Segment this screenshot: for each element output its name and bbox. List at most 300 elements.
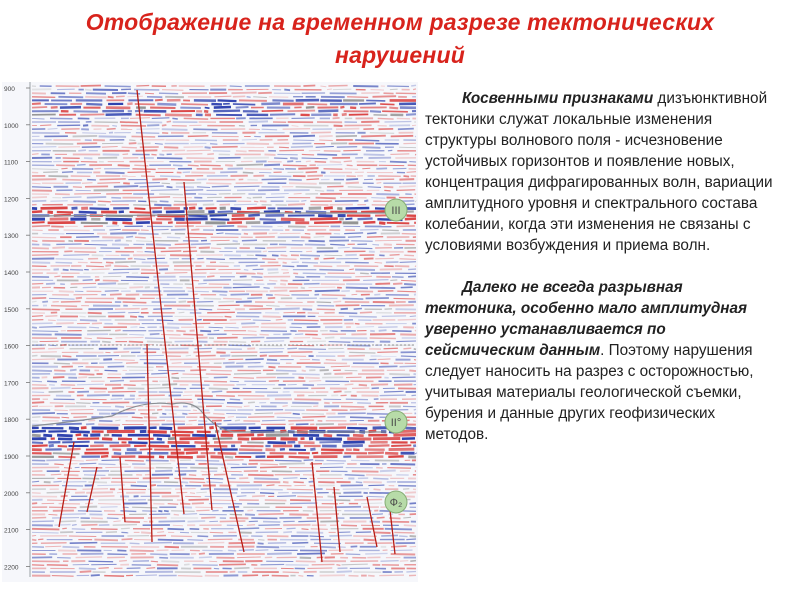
reflection-wavelet bbox=[414, 409, 416, 410]
reflection-wavelet bbox=[130, 212, 152, 213]
reflection-wavelet bbox=[54, 464, 63, 465]
reflection-wavelet bbox=[175, 489, 196, 490]
reflection-wavelet bbox=[390, 255, 400, 256]
reflection-wavelet bbox=[287, 528, 296, 529]
reflection-wavelet bbox=[120, 511, 136, 512]
reflection-wavelet bbox=[310, 536, 324, 537]
reflection-wavelet bbox=[32, 359, 55, 360]
reflection-wavelet bbox=[32, 532, 59, 533]
reflection-wavelet bbox=[47, 381, 57, 382]
reflection-wavelet bbox=[315, 291, 340, 292]
reflection-wavelet bbox=[306, 179, 319, 180]
reflection-wavelet bbox=[393, 283, 402, 284]
reflection-wavelet bbox=[83, 287, 97, 288]
reflection-wavelet bbox=[354, 500, 382, 501]
reflection-wavelet bbox=[310, 219, 338, 220]
reflection-wavelet bbox=[382, 230, 399, 231]
reflection-wavelet bbox=[244, 306, 263, 307]
reflection-wavelet bbox=[320, 86, 326, 87]
reflection-wavelet bbox=[268, 367, 275, 368]
reflection-wavelet bbox=[168, 504, 179, 505]
reflection-wavelet bbox=[414, 360, 416, 361]
reflection-wavelet bbox=[123, 302, 147, 303]
reflection-wavelet bbox=[392, 377, 415, 378]
reflection-wavelet bbox=[171, 180, 195, 181]
reflection-wavelet bbox=[276, 370, 296, 371]
reflection-wavelet bbox=[375, 284, 390, 285]
reflection-wavelet bbox=[32, 565, 44, 566]
reflection-wavelet bbox=[231, 467, 257, 468]
paragraph-2-body: . Поэтому нарушения следует наносить на разрез с осторожностью, учитывая материалы геологической съемки, бурения и данные других геофизических методов. bbox=[425, 342, 754, 443]
time-tick-label: 1000 bbox=[4, 122, 19, 130]
reflection-wavelet bbox=[157, 104, 176, 105]
reflection-wavelet bbox=[198, 283, 207, 284]
reflection-wavelet bbox=[114, 186, 138, 187]
reflection-wavelet bbox=[218, 100, 237, 101]
reflection-wavelet bbox=[265, 154, 276, 155]
reflection-wavelet bbox=[367, 237, 383, 238]
reflection-wavelet bbox=[360, 230, 379, 231]
reflection-wavelet bbox=[300, 255, 320, 256]
reflection-wavelet bbox=[399, 259, 416, 260]
reflection-wavelet bbox=[289, 180, 302, 181]
reflection-wavelet bbox=[236, 107, 249, 108]
reflection-wavelet bbox=[77, 384, 104, 385]
reflection-wavelet bbox=[203, 280, 231, 281]
reflection-wavelet bbox=[242, 240, 257, 241]
reflection-wavelet bbox=[371, 198, 385, 199]
reflection-wavelet bbox=[85, 97, 106, 98]
reflection-wavelet bbox=[61, 168, 67, 169]
reflection-wavelet bbox=[56, 259, 84, 260]
reflection-wavelet bbox=[151, 373, 167, 374]
reflection-wavelet bbox=[99, 568, 109, 569]
reflection-wavelet bbox=[302, 262, 318, 263]
reflection-wavelet bbox=[162, 414, 166, 415]
reflection-wavelet bbox=[114, 453, 121, 454]
reflection-wavelet bbox=[207, 312, 235, 313]
reflection-wavelet bbox=[199, 309, 213, 310]
reflection-wavelet bbox=[59, 291, 74, 292]
reflection-wavelet bbox=[188, 291, 209, 292]
reflection-wavelet bbox=[145, 93, 154, 94]
reflection-wavelet bbox=[358, 219, 373, 220]
reflection-wavelet bbox=[280, 284, 286, 285]
reflection-wavelet bbox=[72, 460, 84, 461]
reflection-wavelet bbox=[292, 543, 308, 544]
reflection-wavelet bbox=[106, 532, 117, 533]
reflection-wavelet bbox=[191, 229, 199, 230]
reflection-wavelet bbox=[343, 150, 360, 151]
reflection-wavelet bbox=[155, 100, 163, 101]
reflection-wavelet bbox=[190, 468, 218, 469]
reflection-wavelet bbox=[124, 522, 140, 523]
reflection-wavelet bbox=[164, 511, 169, 512]
reflection-wavelet bbox=[378, 359, 391, 360]
reflection-wavelet bbox=[345, 169, 358, 170]
reflection-wavelet bbox=[64, 230, 90, 231]
reflection-wavelet bbox=[377, 517, 385, 518]
time-tick-label: 1200 bbox=[4, 196, 19, 204]
reflection-wavelet bbox=[167, 237, 180, 238]
reflection-wavelet bbox=[323, 463, 344, 464]
reflection-wavelet bbox=[76, 557, 103, 558]
reflection-wavelet bbox=[69, 410, 93, 411]
reflection-wavelet bbox=[88, 482, 107, 483]
reflection-wavelet bbox=[32, 147, 56, 148]
reflection-wavelet bbox=[140, 186, 164, 187]
reflection-wavelet bbox=[100, 179, 126, 180]
reflection-wavelet bbox=[233, 96, 246, 97]
reflection-wavelet bbox=[399, 147, 416, 148]
reflection-wavelet bbox=[188, 136, 209, 137]
reflection-wavelet bbox=[98, 424, 120, 425]
reflection-wavelet bbox=[170, 359, 198, 360]
reflection-wavelet bbox=[210, 215, 228, 216]
reflection-wavelet bbox=[283, 129, 311, 130]
reflection-wavelet bbox=[180, 482, 188, 483]
reflection-wavelet bbox=[103, 276, 121, 277]
reflection-wavelet bbox=[279, 150, 304, 151]
reflection-wavelet bbox=[165, 115, 192, 116]
reflection-wavelet bbox=[398, 319, 416, 320]
reflection-wavelet bbox=[201, 471, 208, 472]
reflection-wavelet bbox=[200, 165, 221, 166]
reflection-wavelet bbox=[317, 154, 337, 155]
reflection-wavelet bbox=[237, 165, 264, 166]
reflection-wavelet bbox=[86, 104, 102, 105]
reflection-wavelet bbox=[390, 162, 407, 163]
reflection-wavelet bbox=[84, 338, 92, 339]
reflection-wavelet bbox=[246, 265, 258, 266]
reflection-wavelet bbox=[338, 547, 346, 548]
reflection-wavelet bbox=[63, 270, 69, 271]
time-tick-label: 1800 bbox=[4, 417, 19, 425]
reflection-wavelet bbox=[112, 126, 117, 127]
reflection-wavelet bbox=[193, 129, 217, 130]
reflection-wavelet bbox=[62, 356, 71, 357]
reflection-wavelet bbox=[73, 201, 96, 202]
reflection-wavelet bbox=[105, 172, 124, 173]
reflection-wavelet bbox=[352, 471, 379, 472]
description-text bbox=[425, 88, 773, 445]
reflection-wavelet bbox=[258, 540, 264, 541]
reflection-wavelet bbox=[136, 219, 151, 220]
reflection-wavelet bbox=[344, 161, 352, 162]
horizon-marker bbox=[385, 491, 407, 513]
reflection-wavelet bbox=[248, 475, 274, 476]
reflection-wavelet bbox=[392, 331, 411, 332]
reflection-wavelet bbox=[289, 183, 317, 184]
reflection-wavelet bbox=[161, 561, 179, 562]
reflection-wavelet bbox=[72, 525, 77, 526]
reflection-wavelet bbox=[314, 237, 325, 238]
reflection-wavelet bbox=[243, 338, 265, 339]
reflection-wavelet bbox=[263, 251, 267, 252]
reflection-wavelet bbox=[247, 298, 262, 299]
paragraph-2-emphasis: Далеко не всегда разрывная тектоника, особенно мало амплитудная уверенно устанавливается по сейсмическим данным bbox=[425, 279, 748, 359]
reflection-wavelet bbox=[101, 456, 108, 457]
reflection-wavelet bbox=[49, 298, 75, 299]
reflection-wavelet bbox=[205, 108, 210, 109]
reflection-wavelet bbox=[189, 420, 197, 421]
reflection-wavelet bbox=[400, 561, 409, 562]
reflection-wavelet bbox=[327, 460, 346, 461]
reflection-wavelet bbox=[107, 129, 116, 130]
reflection-wavelet bbox=[295, 277, 304, 278]
reflection-wavelet bbox=[263, 316, 281, 317]
reflection-wavelet bbox=[322, 295, 346, 296]
reflection-wavelet bbox=[376, 194, 399, 195]
reflection-wavelet bbox=[291, 147, 313, 148]
reflection-wavelet bbox=[148, 432, 167, 433]
reflection-wavelet bbox=[110, 233, 137, 234]
reflection-wavelet bbox=[306, 172, 318, 173]
reflection-wavelet bbox=[130, 550, 154, 551]
reflection-wavelet bbox=[32, 370, 52, 371]
reflection-wavelet bbox=[98, 201, 111, 202]
reflection-wavelet bbox=[86, 492, 113, 493]
reflection-wavelet bbox=[356, 482, 362, 483]
reflection-wavelet bbox=[192, 503, 204, 504]
reflection-wavelet bbox=[128, 312, 139, 313]
reflection-wavelet bbox=[134, 468, 155, 469]
reflection-wavelet bbox=[220, 521, 246, 522]
reflection-wavelet bbox=[74, 252, 96, 253]
reflection-wavelet bbox=[324, 258, 335, 259]
reflection-wavelet bbox=[214, 96, 231, 97]
reflection-wavelet bbox=[56, 323, 73, 324]
reflection-wavelet bbox=[212, 186, 229, 187]
reflection-wavelet bbox=[355, 140, 379, 141]
reflection-wavelet bbox=[118, 165, 130, 166]
reflection-wavelet bbox=[116, 96, 125, 97]
reflection-wavelet bbox=[189, 482, 205, 483]
reflection-wavelet bbox=[32, 103, 41, 104]
reflection-wavelet bbox=[276, 320, 283, 321]
reflection-wavelet bbox=[294, 320, 319, 321]
reflection-wavelet bbox=[204, 298, 221, 299]
reflection-wavelet bbox=[293, 482, 303, 483]
reflection-wavelet bbox=[102, 342, 111, 343]
reflection-wavelet bbox=[95, 280, 100, 281]
reflection-wavelet bbox=[290, 158, 298, 159]
title-line-2: нарушений bbox=[335, 42, 465, 68]
reflection-wavelet bbox=[89, 561, 114, 562]
reflection-wavelet bbox=[373, 96, 397, 97]
time-tick-label: 2200 bbox=[4, 564, 19, 572]
reflection-wavelet bbox=[359, 103, 376, 104]
reflection-wavelet bbox=[324, 255, 342, 256]
reflection-wavelet bbox=[195, 396, 213, 397]
reflection-wavelet bbox=[175, 244, 189, 245]
reflection-wavelet bbox=[367, 496, 385, 497]
reflection-wavelet bbox=[183, 514, 197, 515]
reflection-wavelet bbox=[62, 197, 81, 198]
reflection-wavelet bbox=[370, 288, 396, 289]
reflection-wavelet bbox=[184, 118, 209, 119]
reflection-wavelet bbox=[32, 309, 60, 310]
reflection-wavelet bbox=[211, 219, 230, 220]
reflection-wavelet bbox=[99, 288, 127, 289]
reflection-wavelet bbox=[204, 111, 208, 112]
reflection-wavelet bbox=[173, 525, 183, 526]
reflection-wavelet bbox=[260, 355, 267, 356]
reflection-wavelet bbox=[207, 276, 214, 277]
reflection-wavelet bbox=[58, 446, 67, 447]
reflection-wavelet bbox=[319, 270, 344, 271]
reflection-wavelet bbox=[182, 414, 187, 415]
reflection-wavelet bbox=[260, 219, 276, 220]
reflection-wavelet bbox=[147, 342, 172, 343]
reflection-wavelet bbox=[199, 553, 205, 554]
reflection-wavelet bbox=[92, 269, 110, 270]
reflection-wavelet bbox=[244, 234, 248, 235]
reflection-wavelet bbox=[193, 410, 197, 411]
reflection-wavelet bbox=[127, 104, 132, 105]
reflection-wavelet bbox=[379, 575, 404, 576]
reflection-wavelet bbox=[303, 86, 315, 87]
reflection-wavelet bbox=[98, 504, 121, 505]
reflection-wavelet bbox=[63, 547, 80, 548]
reflection-wavelet bbox=[272, 255, 279, 256]
reflection-wavelet bbox=[408, 269, 416, 270]
reflection-wavelet bbox=[249, 309, 272, 310]
reflection-wavelet bbox=[413, 89, 416, 90]
reflection-wavelet bbox=[212, 147, 238, 148]
reflection-wavelet bbox=[370, 111, 381, 112]
reflection-wavelet bbox=[135, 237, 146, 238]
reflection-wavelet bbox=[260, 334, 269, 335]
reflection-wavelet bbox=[54, 370, 65, 371]
reflection-wavelet bbox=[375, 240, 402, 241]
reflection-wavelet bbox=[302, 370, 306, 371]
reflection-wavelet bbox=[127, 96, 143, 97]
reflection-wavelet bbox=[210, 532, 223, 533]
reflection-wavelet bbox=[39, 327, 62, 328]
reflection-wavelet bbox=[76, 298, 82, 299]
reflection-wavelet bbox=[348, 237, 361, 238]
reflection-wavelet bbox=[289, 291, 311, 292]
reflection-wavelet bbox=[201, 517, 215, 518]
reflection-wavelet bbox=[363, 280, 388, 281]
reflection-wavelet bbox=[314, 222, 342, 223]
reflection-wavelet bbox=[132, 136, 156, 137]
reflection-wavelet bbox=[86, 460, 98, 461]
reflection-wavelet bbox=[361, 211, 385, 212]
reflection-wavelet bbox=[32, 154, 39, 155]
reflection-wavelet bbox=[82, 183, 93, 184]
reflection-wavelet bbox=[136, 241, 152, 242]
reflection-wavelet bbox=[167, 187, 173, 188]
reflection-wavelet bbox=[345, 384, 354, 385]
reflection-wavelet bbox=[58, 97, 83, 98]
reflection-wavelet bbox=[32, 445, 48, 446]
reflection-wavelet bbox=[262, 111, 284, 112]
reflection-wavelet bbox=[181, 104, 208, 105]
reflection-wavelet bbox=[86, 93, 106, 94]
reflection-wavelet bbox=[223, 298, 242, 299]
reflection-wavelet bbox=[406, 114, 416, 115]
reflection-wavelet bbox=[402, 234, 416, 235]
reflection-wavelet bbox=[307, 104, 327, 105]
reflection-wavelet bbox=[130, 316, 137, 317]
reflection-wavelet bbox=[340, 107, 344, 108]
reflection-wavelet bbox=[186, 288, 192, 289]
reflection-wavelet bbox=[113, 525, 137, 526]
reflection-wavelet bbox=[32, 435, 41, 436]
reflection-wavelet bbox=[252, 496, 265, 497]
reflection-wavelet bbox=[165, 273, 188, 274]
reflection-wavelet bbox=[309, 287, 336, 288]
reflection-wavelet bbox=[115, 406, 124, 407]
reflection-wavelet bbox=[279, 147, 289, 148]
reflection-wavelet bbox=[226, 406, 242, 407]
horizon-marker bbox=[385, 199, 407, 221]
reflection-wavelet bbox=[218, 301, 234, 302]
reflection-wavelet bbox=[171, 536, 192, 537]
paragraph-indirect-signs bbox=[425, 88, 773, 256]
reflection-wavelet bbox=[201, 359, 225, 360]
reflection-wavelet bbox=[380, 104, 394, 105]
reflection-wavelet bbox=[113, 269, 140, 270]
reflection-wavelet bbox=[136, 133, 159, 134]
reflection-wavelet bbox=[209, 561, 217, 562]
horizon-marker-label: Ф₂ bbox=[389, 497, 403, 509]
reflection-wavelet bbox=[187, 212, 204, 213]
reflection-wavelet bbox=[391, 136, 414, 137]
reflection-wavelet bbox=[32, 323, 53, 324]
reflection-wavelet bbox=[171, 230, 186, 231]
reflection-wavelet bbox=[225, 316, 232, 317]
reflection-wavelet bbox=[404, 284, 416, 285]
reflection-wavelet bbox=[346, 179, 358, 180]
reflection-wavelet bbox=[209, 388, 228, 389]
reflection-wavelet bbox=[362, 168, 370, 169]
reflection-wavelet bbox=[76, 435, 82, 436]
reflection-wavelet bbox=[305, 378, 320, 379]
reflection-wavelet bbox=[188, 521, 206, 522]
reflection-wavelet bbox=[230, 86, 242, 87]
reflection-wavelet bbox=[397, 190, 416, 191]
reflection-wavelet bbox=[131, 486, 147, 487]
reflection-wavelet bbox=[387, 223, 410, 224]
reflection-wavelet bbox=[298, 521, 316, 522]
reflection-wavelet bbox=[295, 334, 303, 335]
reflection-wavelet bbox=[256, 550, 269, 551]
reflection-wavelet bbox=[247, 198, 251, 199]
reflection-wavelet bbox=[379, 223, 385, 224]
reflection-wavelet bbox=[106, 226, 119, 227]
reflection-wavelet bbox=[136, 86, 149, 87]
reflection-wavelet bbox=[368, 485, 384, 486]
reflection-wavelet bbox=[70, 432, 90, 433]
reflection-wavelet bbox=[317, 165, 342, 166]
reflection-wavelet bbox=[155, 471, 172, 472]
reflection-wavelet bbox=[87, 395, 110, 396]
paragraph-1-body: дизъюнктивной тектоники служат локальные изменения структуры волнового поля - исчезновение устойчивых горизонтов и появление новых, концентрация дифрагированных волн, вариации амплитудного уровня и спектрального состава колебании, когда эти изменения не связаны с условиями возбуждения и приема волн. bbox=[425, 90, 773, 254]
reflection-wavelet bbox=[159, 194, 183, 195]
reflection-wavelet bbox=[74, 194, 101, 195]
reflection-wavelet bbox=[50, 403, 75, 404]
reflection-wavelet bbox=[144, 543, 172, 544]
reflection-wavelet bbox=[303, 273, 326, 274]
reflection-wavelet bbox=[403, 517, 411, 518]
reflection-wavelet bbox=[40, 125, 51, 126]
reflection-wavelet bbox=[283, 572, 299, 573]
reflection-wavelet bbox=[411, 85, 416, 86]
reflection-wavelet bbox=[158, 370, 185, 371]
